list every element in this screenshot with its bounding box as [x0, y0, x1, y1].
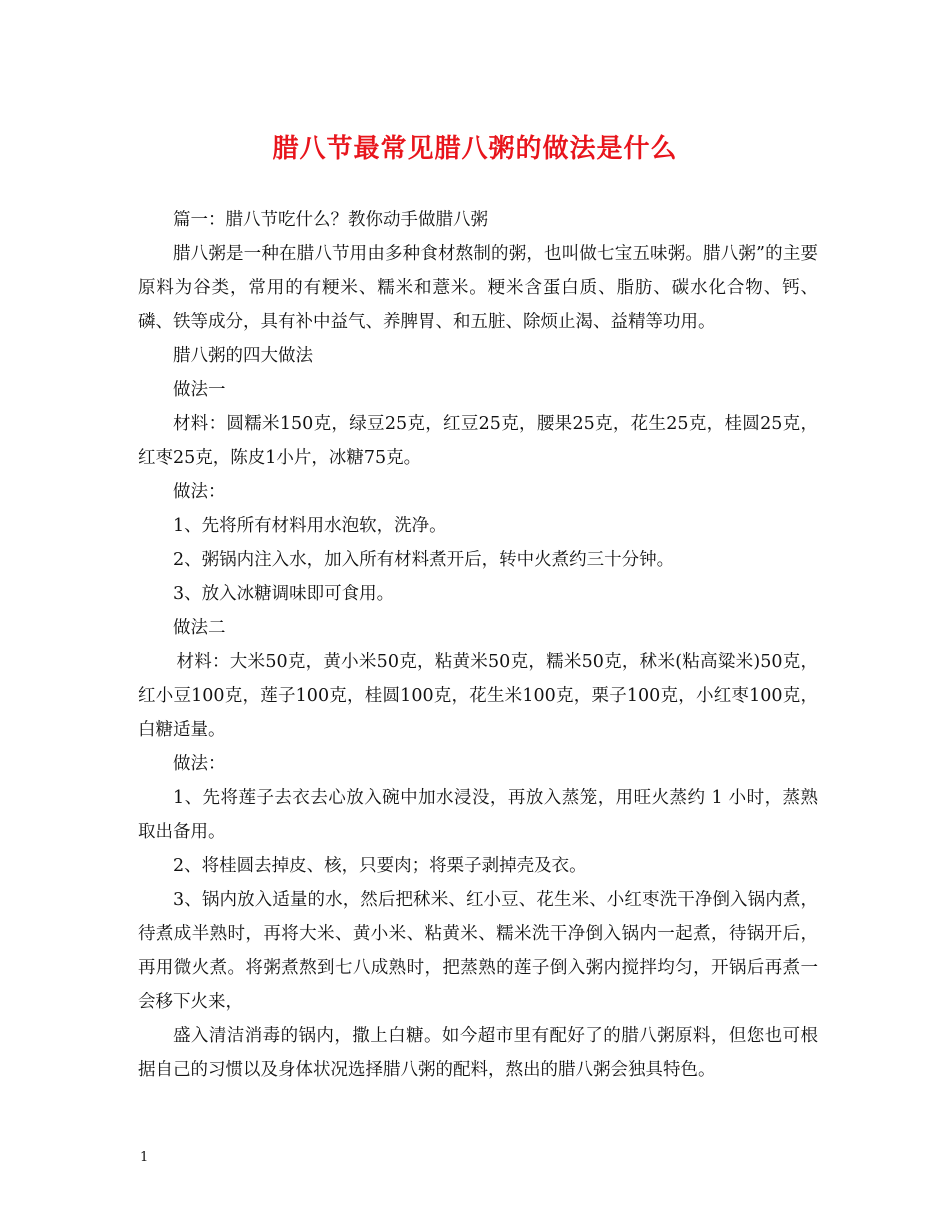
method-two-heading: 做法二	[173, 618, 226, 638]
document-body	[138, 203, 818, 1087]
method-two-step-3: 3、锅内放入适量的水，然后把秫米、红小豆、花生米、小红枣洗干净倒入锅内煮，待煮成半熟时，再将大米、黄小米、粘黄米、糯米洗干净倒入锅内一起煮，待锅开后，再用微火煮。将粥煮熬到七八成熟时，把蒸熟的莲子倒入粥内搅拌均匀，开锅后再煮一会移下火来，	[138, 890, 818, 1012]
method-one-step-2: 2、粥锅内注入水，加入所有材料煮开后，转中火煮约三十分钟。	[173, 550, 675, 570]
method-two-step-2: 2、将桂圆去掉皮、核，只要肉；将栗子剥掉壳及衣。	[173, 856, 587, 876]
method-one-heading: 做法一	[173, 380, 226, 400]
method-one-step-3: 3、放入冰糖调味即可食用。	[173, 584, 395, 604]
method-two-steps-label: 做法：	[173, 754, 226, 774]
method-one-steps-label: 做法：	[173, 482, 226, 502]
intro-paragraph: 腊八粥是一种在腊八节用由多种食材熬制的粥，也叫做七宝五味粥。腊八粥”的主要原料为谷类，常用的有粳米、糯米和薏米。粳米含蛋白质、脂肪、碳水化合物、钙、磷、铁等成分，具有补中益气、养脾胃、和五脏、除烦止渴、益精等功用。	[138, 244, 818, 332]
closing-paragraph: 盛入清洁消毒的锅内，撒上白糖。如今超市里有配好了的腊八粥原料，但您也可根据自己的习惯以及身体状况选择腊八粥的配料，熬出的腊八粥会独具特色。	[138, 1026, 818, 1080]
method-two-ingredients: 材料：大米50克，黄小米50克，粘黄米50克，糯米50克，秫米(粘高粱米)50克，红小豆100克，莲子100克，桂圆100克，花生米100克，栗子100克，小红枣100克，白糖适量。	[138, 652, 818, 740]
method-two-step-1: 1、先将莲子去衣去心放入碗中加水浸没，再放入蒸笼，用旺火蒸约 1 小时，蒸熟取出备用。	[138, 788, 818, 842]
method-one-step-1: 1、先将所有材料用水泡软，洗净。	[173, 516, 447, 536]
method-one-ingredients: 材料：圆糯米150克，绿豆25克，红豆25克，腰果25克，花生25克，桂圆25克，红枣25克，陈皮1小片，冰糖75克。	[138, 414, 818, 468]
section-heading: 篇一：腊八节吃什么？教你动手做腊八粥	[173, 210, 488, 230]
document-title: 腊八节最常见腊八粥的做法是什么	[272, 134, 678, 164]
subheading-four-methods: 腊八粥的四大做法	[173, 346, 313, 366]
page-number: 1	[140, 1150, 149, 1165]
